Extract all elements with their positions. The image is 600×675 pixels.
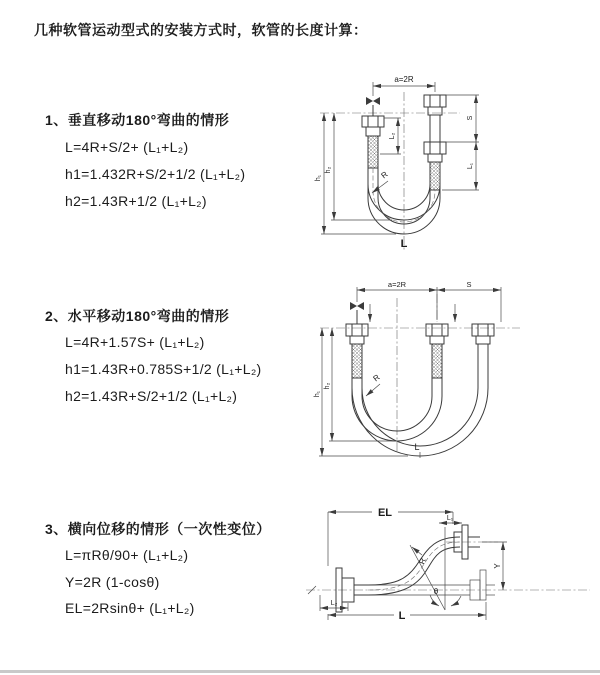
dim-l2-label: L₂ bbox=[389, 132, 396, 140]
dim-l2-label: L₂ bbox=[330, 600, 338, 607]
radius-label: R bbox=[379, 169, 390, 181]
diagram-lateral-displacement bbox=[298, 498, 600, 648]
dim-s-label: S bbox=[467, 115, 474, 121]
dim-a2r-label: a=2R bbox=[387, 280, 407, 289]
formula-2-l: L=4R+1.57S+ (L₁+L₂) bbox=[65, 334, 205, 350]
length-label: L bbox=[398, 610, 406, 622]
diagram-vertical-180-bend bbox=[308, 66, 592, 262]
formula-1-h2: h2=1.43R+1/2 (L₁+L₂) bbox=[65, 193, 207, 209]
dim-el-label: EL bbox=[377, 507, 393, 519]
section-3-heading: 3、横向位移的情形（一次性变位） bbox=[45, 521, 271, 537]
formula-3-y: Y=2R (1-cosθ) bbox=[65, 574, 160, 590]
dim-s-label: S bbox=[466, 280, 472, 289]
section-2-heading: 2、水平移动180°弯曲的情形 bbox=[45, 308, 230, 324]
radius-label: R bbox=[371, 372, 382, 384]
section-1-heading: 1、垂直移动180°弯曲的情形 bbox=[45, 112, 230, 128]
dim-a2r-label: a=2R bbox=[394, 75, 414, 84]
dim-h1-label: h₁ bbox=[315, 174, 322, 182]
angle-theta-label: θ bbox=[433, 587, 439, 596]
s-curve-hose bbox=[368, 537, 460, 595]
dim-h1-label: h₁ bbox=[314, 390, 321, 398]
braided-hose-section bbox=[430, 162, 440, 190]
formula-2-h2: h2=1.43R+S/2+1/2 (L₁+L₂) bbox=[65, 388, 238, 404]
dim-y-label: Y bbox=[493, 563, 502, 569]
braided-hose-section bbox=[368, 136, 378, 168]
diagram-horizontal-180-bend bbox=[308, 276, 600, 460]
dim-l1-label: L₁ bbox=[446, 515, 454, 522]
dim-h2-label: h₂ bbox=[325, 166, 332, 174]
formula-1-l: L=4R+S/2+ (L₁+L₂) bbox=[65, 139, 189, 155]
formula-3-el: EL=2Rsinθ+ (L₁+L₂) bbox=[65, 600, 195, 616]
left-pipe-fitting bbox=[362, 116, 384, 168]
radius-label: R bbox=[417, 556, 428, 566]
valve-icon bbox=[350, 302, 364, 310]
formula-3-l: L=πRθ/90+ (L₁+L₂) bbox=[65, 547, 189, 563]
formula-2-h1: h1=1.43R+0.785S+1/2 (L₁+L₂) bbox=[65, 361, 262, 377]
formula-1-h1: h1=1.432R+S/2+1/2 (L₁+L₂) bbox=[65, 166, 246, 182]
page-title: 几种软管运动型式的安装方式时，软管的长度计算： bbox=[34, 22, 368, 38]
page-edge-divider bbox=[0, 670, 600, 673]
length-label: L bbox=[414, 442, 420, 452]
right-pipe-fitting bbox=[424, 95, 446, 190]
valve-icon bbox=[366, 97, 380, 105]
length-label: L bbox=[400, 238, 408, 250]
pipe-fittings bbox=[346, 324, 494, 378]
dim-l1-label: L₁ bbox=[467, 162, 474, 170]
dim-h2-label: h₂ bbox=[324, 382, 331, 390]
